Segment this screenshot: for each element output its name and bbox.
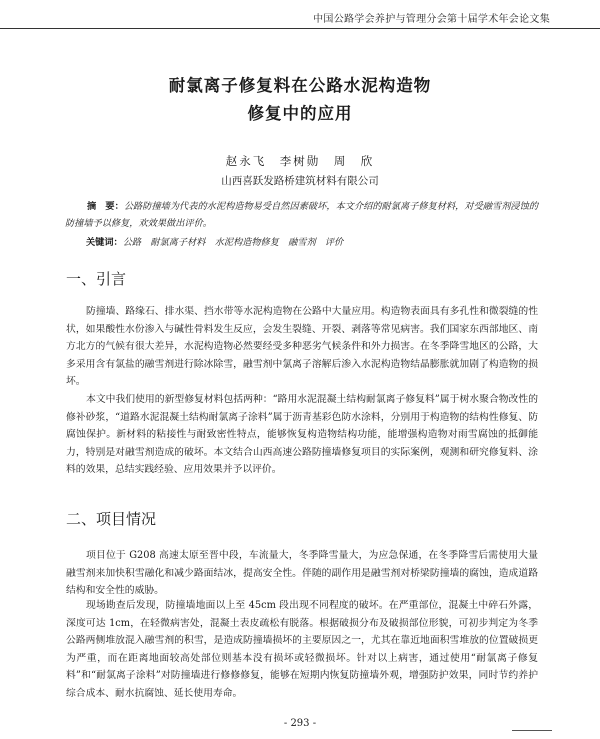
keywords-text: 公路 耐氯离子材料 水泥构造物修复 融雪剂 评价 xyxy=(122,237,344,248)
authors: 赵永飞 李树勋 周 欣 xyxy=(225,154,375,168)
paragraph-intro-2: 本文中我们使用的新型修复材料包括两种：“路用水泥混凝土结构耐氯离子修复料”属于树水聚合物改性的修补砂浆，“道路水泥混凝土结构耐氯离子涂料”属于沥青基彩色防水涂料，分别用于构造物的结构性修复、防腐蚀保护。新材料的粘接性与耐致密性特点，能够恢复构造物结构功能，能增强构造物对雨雪腐蚀的抵御能力，特别是对融雪剂造成的破坏。本文结合山西高速公路防撞墙修复项目的实际案例，观测和研究修复料、涂料的效果，总结实践经验、应用效果并予以评价。 xyxy=(66,394,538,475)
paragraph-project-2: 现场勘查后发现，防撞墙地面以上至 45cm 段出现不同程度的破坏。在严重部位，混凝土中碎石外露，深度可达 1cm，在轻微病害处，混凝土表皮疏松有脱落。根据破损分布及破损部位形貌，可初步判定为冬季公路两侧堆放混入融雪剂的积雪，是造成防撞墙损坏的主要原因之一，尤其在靠近地面积雪堆放的位置破损更为严重，而在距离地面较高处部位则基本没有损坏或轻微损坏。针对以上病害，通过使用“耐氯离子修复料”和“耐氯离子涂料”对防撞墙进行修修修复，能够在短期内恢复防撞墙外观，增强防护效果，同时节约养护综合成本、耐水抗腐蚀、延长使用寿命。 xyxy=(66,600,538,699)
affiliation: 山西喜跃发路桥建筑材料有限公司 xyxy=(221,175,379,187)
paragraph-project-1: 项目位于 G208 高速太原至晋中段，车流量大，冬季降雪量大，为应急保通，在冬季降雪后需使用大量融雪剂来加快积雪融化和减少路面结冰，提高安全性。伴随的副作用是融雪剂对桥梁防撞墙的腐蚀，造成道路结构和安全性的威胁。 xyxy=(66,550,538,596)
paper-title-line-2: 修复中的应用 xyxy=(247,104,353,123)
running-header xyxy=(0,6,600,28)
abstract-label: 摘 要： xyxy=(87,201,124,212)
keywords xyxy=(86,234,538,248)
page-number: - 293 - xyxy=(283,718,317,729)
paragraph-intro-1: 防撞墙、路缘石、排水渠、挡水带等水泥构造物在公路中大量应用。构造物表面具有多孔性和微裂缝的性状，如果酸性水份渗入与碱性骨料发生反应，会发生裂缝、开裂、剥落等常见病害。我们国家东西部地区、南方北方的气候有很大差异，水泥构造物必然要经受多种恶劣气候条件和外力损害。在冬季降雪地区的公路，大多采用含有氯盐的融雪剂进行除冰除雪，融雪剂中氯离子溶解后渗入水泥构造物结晶膨胀就加剧了构造物的损坏。 xyxy=(66,306,538,387)
footer-rule xyxy=(512,730,552,731)
paper-title-line-1: 耐氯离子修复料在公路水泥构造物 xyxy=(168,76,432,95)
abstract xyxy=(65,198,538,232)
header-rule xyxy=(0,28,600,29)
running-header-text: 中国公路学会养护与管理分会第十届学术年会论文集 xyxy=(313,14,550,25)
section-heading-introduction: 一、引言 xyxy=(66,270,127,288)
keywords-label: 关键词： xyxy=(86,237,123,248)
section-heading-project: 二、项目情况 xyxy=(66,510,157,528)
abstract-text: 公路防撞墙为代表的水泥构造物易受自然因素破坏，本文介绍的耐氯离子修复材料，对受融雪剂浸蚀的防撞墙予以修复，欢效果做出评价。 xyxy=(65,201,539,229)
